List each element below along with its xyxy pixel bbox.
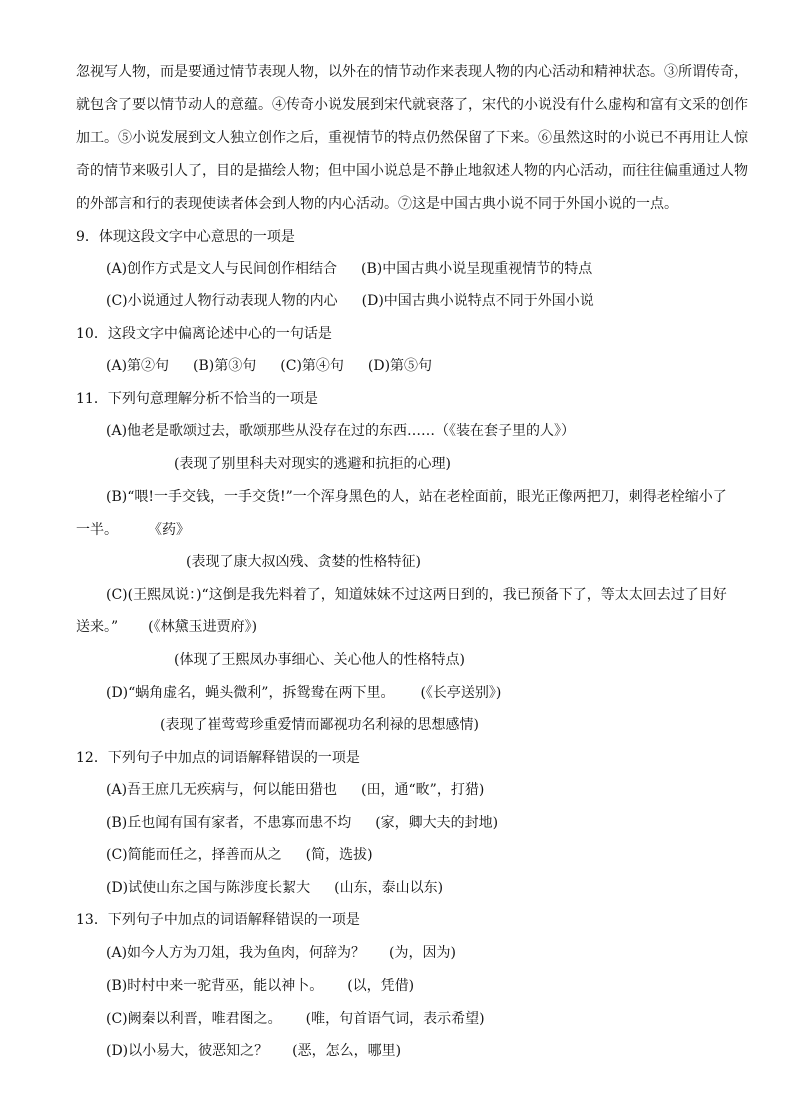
question-11-option-b-line-2 <box>76 520 190 540</box>
question-12-option-b-gloss: (家，卿大夫的封地) <box>375 815 499 831</box>
question-11-option-c-text: 送来。” <box>76 619 119 635</box>
question-11-option-a: (A)他老是歌颂过去，歌颂那些从没存在过的东西……（《装在套子里的人》） <box>106 423 576 439</box>
question-11-option-c-line-1: (C)(王熙凤说：)“这倒是我先料着了，知道妹妹不过这两日到的，我已预备下了，等太太回去过了目好 <box>106 587 727 603</box>
question-13-option-a: (A)如今人方为刀俎，我为鱼肉，何辞为？ <box>106 945 366 961</box>
question-13-option-c-gloss: (唯，句首语气词，表示希望) <box>305 1011 485 1027</box>
question-13-option-a-line <box>106 943 456 963</box>
question-12-option-a-gloss: (田，通“畋”，打猎) <box>361 782 485 798</box>
question-10-option-d: (D)第⑤句 <box>367 358 433 374</box>
question-11-option-c-line-2 <box>76 617 257 637</box>
question-11-option-b-line-1: (B)“喂!一手交钱，一手交货!”一个浑身黑色的人，站在老栓面前，眼光正像两把刀，刺得老栓缩小了 <box>106 489 727 505</box>
question-13-option-b-line <box>106 976 414 996</box>
question-12-stem: 12．下列句子中加点的词语解释错误的一项是 <box>76 750 360 766</box>
question-13-option-c: (C)阙秦以利晋，唯君图之。 <box>106 1011 282 1027</box>
question-11-option-a-note: (表现了别里科夫对现实的逃避和抗拒的心理) <box>174 456 451 472</box>
question-13-option-d-gloss: (恶，怎么，哪里) <box>292 1043 402 1059</box>
passage-line-2: 就包含了要以情节动人的意蕴。④传奇小说发展到宋代就衰落了，宋代的小说没有什么虚构和富有文采的创作 <box>76 97 748 113</box>
question-13-stem: 13．下列句子中加点的词语解释错误的一项是 <box>76 912 360 928</box>
question-12-option-d: (D)试使山东之国与陈涉度长絜大 <box>106 880 311 896</box>
question-9-options-row-2 <box>106 291 594 311</box>
question-11-option-c-source: (《林黛玉进贾府》) <box>148 619 258 635</box>
question-9-option-d: (D)中国古典小说特点不同于外国小说 <box>361 293 594 309</box>
question-12-option-c: (C)简能而任之，择善而从之 <box>106 847 282 863</box>
question-13-option-c-line <box>106 1009 485 1029</box>
question-11-option-b-source: 《药》 <box>148 522 190 538</box>
question-11-option-d-source: (《长亭送别》) <box>420 685 502 701</box>
question-11-option-d-text: (D)“蜗角虚名，蝇头微利”，拆鸳鸯在两下里。 <box>106 685 395 701</box>
question-12-option-b: (B)丘也闻有国有家者，不患寡而患不均 <box>106 815 352 831</box>
question-10-option-a: (A)第②句 <box>106 358 170 374</box>
question-11-option-b-note: (表现了康大叔凶残、贪婪的性格特征) <box>186 554 421 570</box>
question-13-option-b-gloss: (以，凭借) <box>347 978 415 994</box>
question-10-stem: 10．这段文字中偏离论述中心的一句话是 <box>76 326 332 342</box>
question-10-option-c: (C)第④句 <box>280 358 344 374</box>
passage-line-5: 的外部言和行的表现使读者体会到人物的内心活动。⑦这是中国古典小说不同于外国小说的一点。 <box>76 196 678 212</box>
question-12-option-a-line <box>106 780 484 800</box>
question-12-option-c-line <box>106 845 373 865</box>
question-9-stem: 9．体现这段文字中心意思的一项是 <box>76 229 295 245</box>
question-10-option-b: (B)第③句 <box>193 358 257 374</box>
question-13-option-d: (D)以小易大，彼恶知之？ <box>106 1043 269 1059</box>
question-9-option-c: (C)小说通过人物行动表现人物的内心 <box>106 293 338 309</box>
passage-line-4: 奇的情节来吸引人了，目的是描绘人物；但中国小说总是不静止地叙述人物的内心活动，而往往偏重通过人物 <box>76 163 748 179</box>
passage-line-3: 加工。⑤小说发展到文人独立创作之后，重视情节的特点仍然保留了下来。⑥虽然这时的小说已不再用让人惊 <box>76 130 748 146</box>
question-11-option-b-text: 一半。 <box>76 522 118 538</box>
passage-line-1: 忽视写人物，而是要通过情节表现人物，以外在的情节动作来表现人物的内心活动和精神状态。③所谓传奇， <box>76 64 748 80</box>
question-11-stem: 11．下列句意理解分析不恰当的一项是 <box>76 391 318 407</box>
question-10-options <box>106 356 432 376</box>
question-9-option-b: (B)中国古典小说呈现重视情节的特点 <box>361 261 593 277</box>
question-11-option-c-note: (体现了王熙凤办事细心、关心他人的性格特点) <box>174 652 465 668</box>
question-12-option-d-line <box>106 878 443 898</box>
question-12-option-d-gloss: (山东，泰山以东) <box>334 880 444 896</box>
question-11-option-d-line <box>106 683 501 703</box>
question-12-option-b-line <box>106 813 498 833</box>
question-12-option-a: (A)吾王庶几无疾病与，何以能田猎也 <box>106 782 338 798</box>
question-13-option-a-gloss: (为，因为) <box>389 945 456 961</box>
question-9-option-a: (A)创作方式是文人与民间创作相结合 <box>106 261 338 277</box>
question-13-option-b: (B)时村中来一驼背巫，能以神卜。 <box>106 978 324 994</box>
question-13-option-d-line <box>106 1041 401 1061</box>
question-11-option-d-note: (表现了崔莺莺珍重爱情而鄙视功名利禄的思想感情) <box>160 717 479 733</box>
question-12-option-c-gloss: (简，选拔) <box>305 847 373 863</box>
question-9-options-row-1 <box>106 259 592 279</box>
